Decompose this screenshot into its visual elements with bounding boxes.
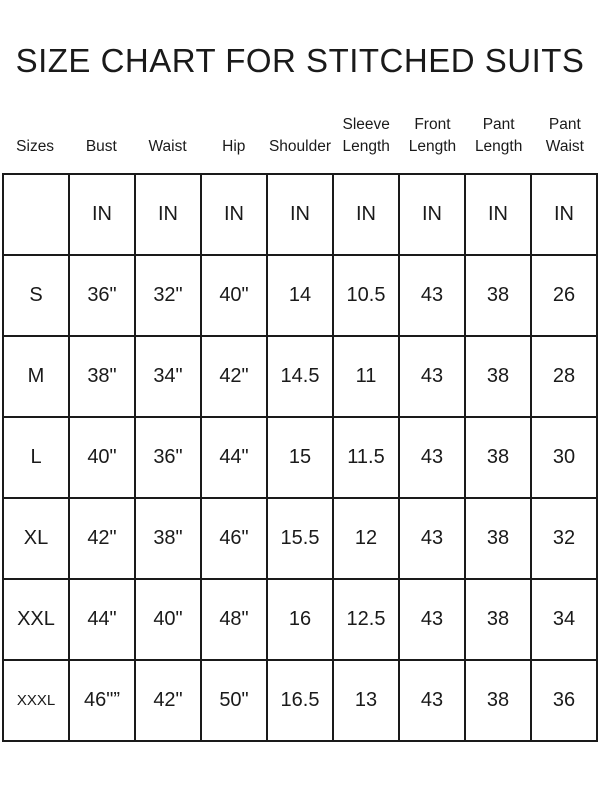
size-cell: XXL — [3, 579, 69, 660]
unit-cell: IN — [135, 174, 201, 255]
value-cell: 42" — [201, 336, 267, 417]
value-cell: 10.5 — [333, 255, 399, 336]
value-cell: 32" — [135, 255, 201, 336]
value-cell: 38" — [135, 498, 201, 579]
unit-cell: IN — [267, 174, 333, 255]
size-row — [3, 579, 597, 660]
value-cell: 11 — [333, 336, 399, 417]
value-cell: 34" — [135, 336, 201, 417]
value-cell: 38 — [465, 336, 531, 417]
column-header-sizes: Sizes — [16, 138, 55, 156]
size-row — [3, 255, 597, 336]
value-cell: 15.5 — [267, 498, 333, 579]
value-cell: 11.5 — [333, 417, 399, 498]
value-cell: 46" — [201, 498, 267, 579]
value-cell: 36" — [69, 255, 135, 336]
value-cell: 43 — [399, 498, 465, 579]
value-cell: 38 — [465, 255, 531, 336]
value-cell: 28 — [531, 336, 597, 417]
value-cell: 14.5 — [267, 336, 333, 417]
size-cell: M — [3, 336, 69, 417]
size-row — [3, 336, 597, 417]
size-cell: XL — [3, 498, 69, 579]
value-cell: 43 — [399, 660, 465, 741]
value-cell: 26 — [531, 255, 597, 336]
unit-empty-cell — [3, 174, 69, 255]
size-row — [3, 660, 597, 741]
value-cell: 34 — [531, 579, 597, 660]
page-title: SIZE CHART FOR STITCHED SUITS — [15, 42, 585, 79]
column-header-front-length: Front Length — [408, 116, 457, 156]
unit-cell: IN — [531, 174, 597, 255]
value-cell: 42" — [135, 660, 201, 741]
unit-cell: IN — [201, 174, 267, 255]
size-table-body — [3, 174, 597, 741]
value-cell: 14 — [267, 255, 333, 336]
value-cell: 16.5 — [267, 660, 333, 741]
column-header-pant-waist: Pant Waist — [545, 116, 584, 156]
unit-cell: IN — [333, 174, 399, 255]
value-cell: 43 — [399, 255, 465, 336]
size-cell: S — [3, 255, 69, 336]
value-cell: 44" — [201, 417, 267, 498]
unit-cell: IN — [399, 174, 465, 255]
value-cell: 38 — [465, 660, 531, 741]
value-cell: 38 — [465, 498, 531, 579]
size-row — [3, 498, 597, 579]
column-header-pant-length: Pant Length — [474, 116, 523, 156]
value-cell: 38 — [465, 417, 531, 498]
size-row — [3, 417, 597, 498]
size-cell: XXXL — [3, 660, 69, 741]
value-cell: 32 — [531, 498, 597, 579]
column-headers — [2, 114, 598, 165]
value-cell: 43 — [399, 579, 465, 660]
value-cell: 43 — [399, 336, 465, 417]
unit-cell: IN — [465, 174, 531, 255]
value-cell: 42" — [69, 498, 135, 579]
value-cell: 40" — [135, 579, 201, 660]
value-cell: 36 — [531, 660, 597, 741]
value-cell: 12 — [333, 498, 399, 579]
column-header-sleeve-length: Sleeve Length — [342, 116, 390, 156]
size-table — [2, 173, 598, 742]
value-cell: 38 — [465, 579, 531, 660]
value-cell: 48" — [201, 579, 267, 660]
value-cell: 46"” — [69, 660, 135, 741]
value-cell: 12.5 — [333, 579, 399, 660]
size-cell: L — [3, 417, 69, 498]
value-cell: 38" — [69, 336, 135, 417]
value-cell: 50" — [201, 660, 267, 741]
column-header-shoulder: Shoulder — [268, 138, 332, 156]
value-cell: 13 — [333, 660, 399, 741]
column-header-bust: Bust — [85, 138, 117, 156]
value-cell: 40" — [69, 417, 135, 498]
value-cell: 43 — [399, 417, 465, 498]
value-cell: 16 — [267, 579, 333, 660]
value-cell: 30 — [531, 417, 597, 498]
value-cell: 36" — [135, 417, 201, 498]
value-cell: 15 — [267, 417, 333, 498]
value-cell: 44" — [69, 579, 135, 660]
column-header-hip: Hip — [222, 138, 246, 156]
value-cell: 40" — [201, 255, 267, 336]
column-header-waist: Waist — [148, 138, 187, 156]
unit-row — [3, 174, 597, 255]
unit-cell: IN — [69, 174, 135, 255]
